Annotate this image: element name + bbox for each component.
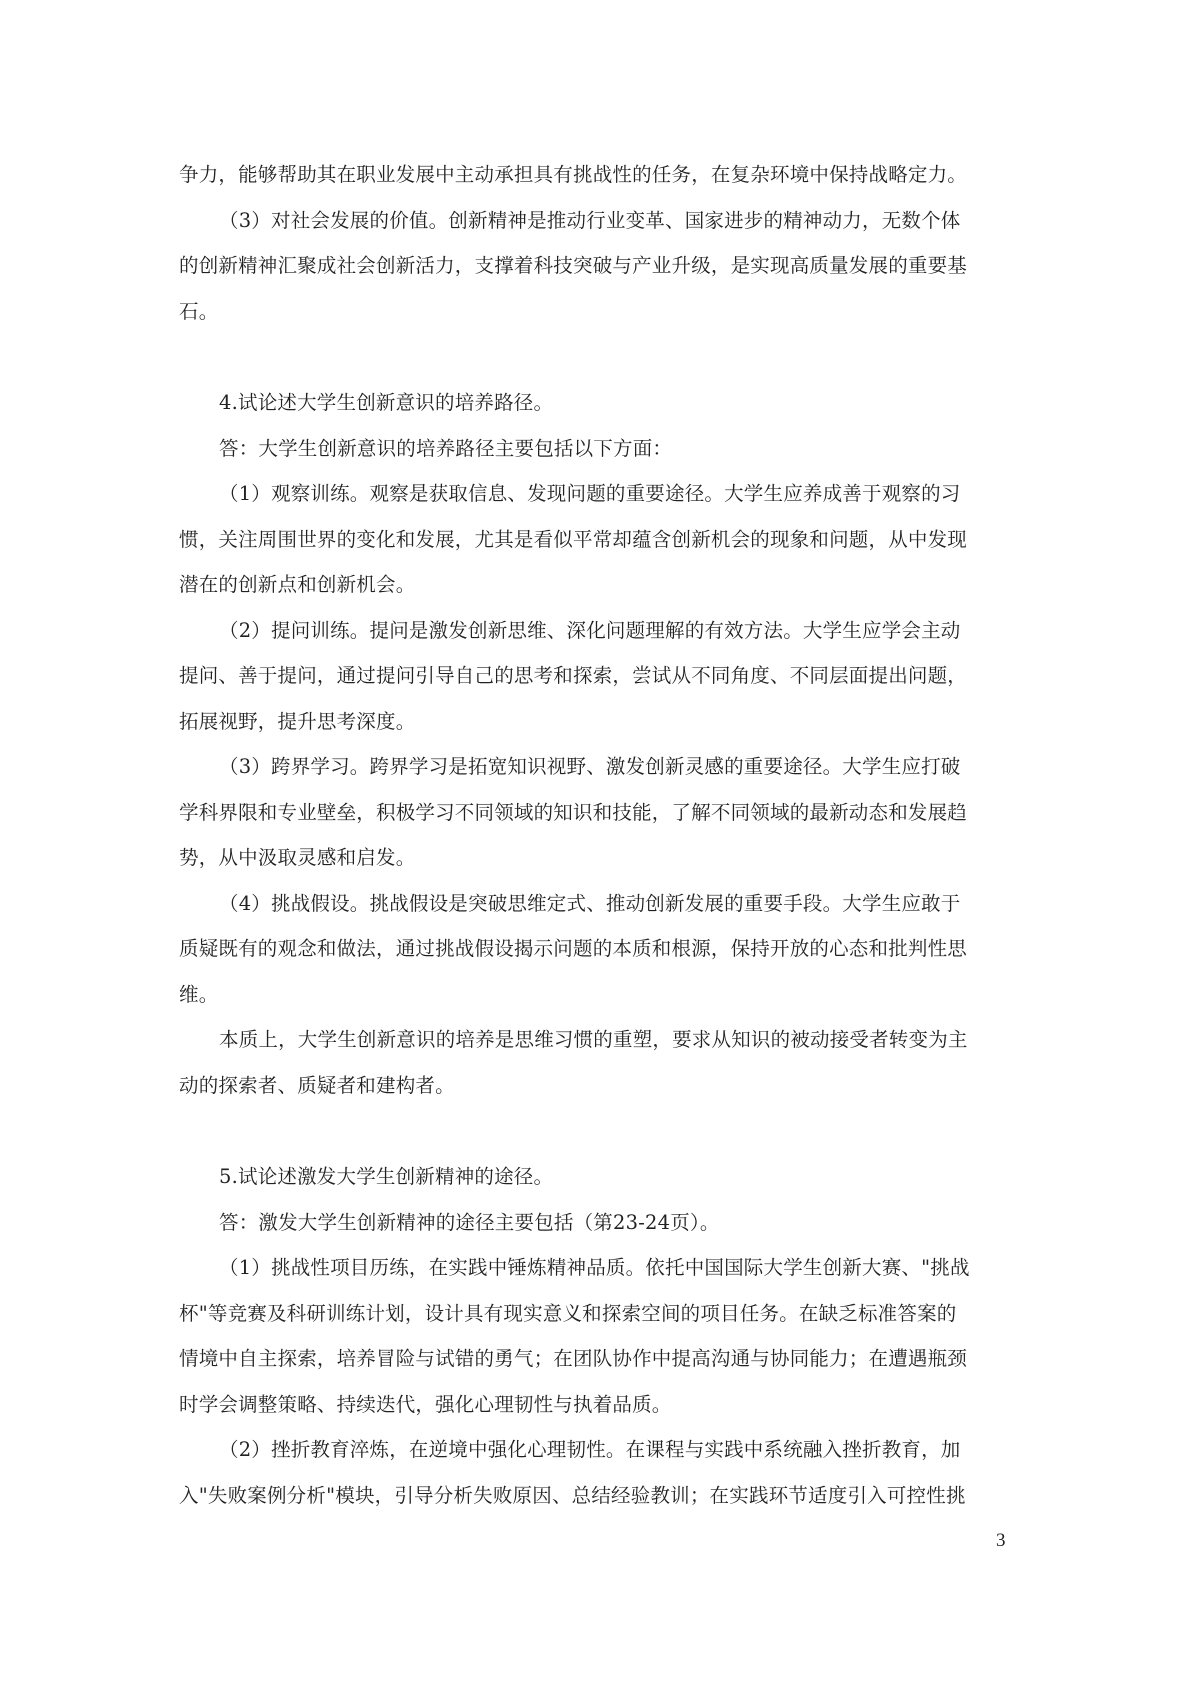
text-line: 动的探索者、质疑者和建构者。 xyxy=(179,1073,455,1097)
text-line: 势，从中汲取灵感和启发。 xyxy=(179,846,416,869)
text-line: （1）挑战性项目历练，在实践中锤炼精神品质。依托中国国际大学生创新大赛、"挑战 xyxy=(219,1256,970,1279)
text-line: （3）对社会发展的价值。创新精神是推动行业变革、国家进步的精神动力，无数个体 xyxy=(219,208,961,232)
text-line: 维。 xyxy=(179,982,219,1006)
question-4-answer-intro: 答：大学生创新意识的培养路径主要包括以下方面： xyxy=(219,436,673,460)
page-number: 3 xyxy=(996,1530,1006,1551)
text-line: 石。 xyxy=(179,299,219,323)
text-line: （4）挑战假设。挑战假设是突破思维定式、推动创新发展的重要手段。大学生应敢于 xyxy=(219,891,961,915)
text-line: 时学会调整策略、持续迭代，强化心理韧性与执着品质。 xyxy=(179,1392,672,1416)
document-body xyxy=(179,152,1011,1518)
text-line: 提问、善于提问，通过提问引导自己的思考和探索，尝试从不同角度、不同层面提出问题， xyxy=(179,664,968,687)
text-line: 入"失败案例分析"模块，引导分析失败原因、总结经验教训；在实践环节适度引入可控性挑 xyxy=(179,1483,966,1507)
text-line: 惯，关注周围世界的变化和发展，尤其是看似平常却蕴含创新机会的现象和问题，从中发现 xyxy=(179,527,968,551)
text-line: （2）挫折教育淬炼，在逆境中强化心理韧性。在课程与实践中系统融入挫折教育，加 xyxy=(219,1438,961,1461)
question-5-answer-intro: 答：激发大学生创新精神的途径主要包括（第23-24页）。 xyxy=(219,1210,720,1234)
text-line: 情境中自主探索，培养冒险与试错的勇气；在团队协作中提高沟通与协同能力；在遭遇瓶颈 xyxy=(179,1347,968,1370)
text-line: （3）跨界学习。跨界学习是拓宽知识视野、激发创新灵感的重要途径。大学生应打破 xyxy=(219,755,961,778)
question-5-heading: 5.试论述激发大学生创新精神的途径。 xyxy=(219,1165,554,1188)
text-line: （1）观察训练。观察是获取信息、发现问题的重要途径。大学生应养成善于观察的习 xyxy=(219,482,961,505)
text-line: 学科界限和专业壁垒，积极学习不同领域的知识和技能，了解不同领域的最新动态和发展趋 xyxy=(179,800,968,824)
text-line: 拓展视野，提升思考深度。 xyxy=(179,709,416,733)
question-4-heading: 4.试论述大学生创新意识的培养路径。 xyxy=(219,391,554,414)
text-line: 的创新精神汇聚成社会创新活力，支撑着科技突破与产业升级，是实现高质量发展的重要基 xyxy=(179,254,968,277)
paragraph-gap xyxy=(179,1108,1011,1154)
text-line: （2）提问训练。提问是激发创新思维、深化问题理解的有效方法。大学生应学会主动 xyxy=(219,618,961,642)
paragraph-gap xyxy=(179,334,1011,380)
text-line: 争力，能够帮助其在职业发展中主动承担具有挑战性的任务，在复杂环境中保持战略定力。 xyxy=(179,163,968,186)
text-line: 本质上，大学生创新意识的培养是思维习惯的重塑，要求从知识的被动接受者转变为主 xyxy=(219,1028,968,1051)
text-line: 质疑既有的观念和做法，通过挑战假设揭示问题的本质和根源，保持开放的心态和批判性思 xyxy=(179,937,968,960)
text-line: 杯"等竞赛及科研训练计划，设计具有现实意义和探索空间的项目任务。在缺乏标准答案的 xyxy=(179,1301,957,1325)
text-line: 潜在的创新点和创新机会。 xyxy=(179,573,416,596)
